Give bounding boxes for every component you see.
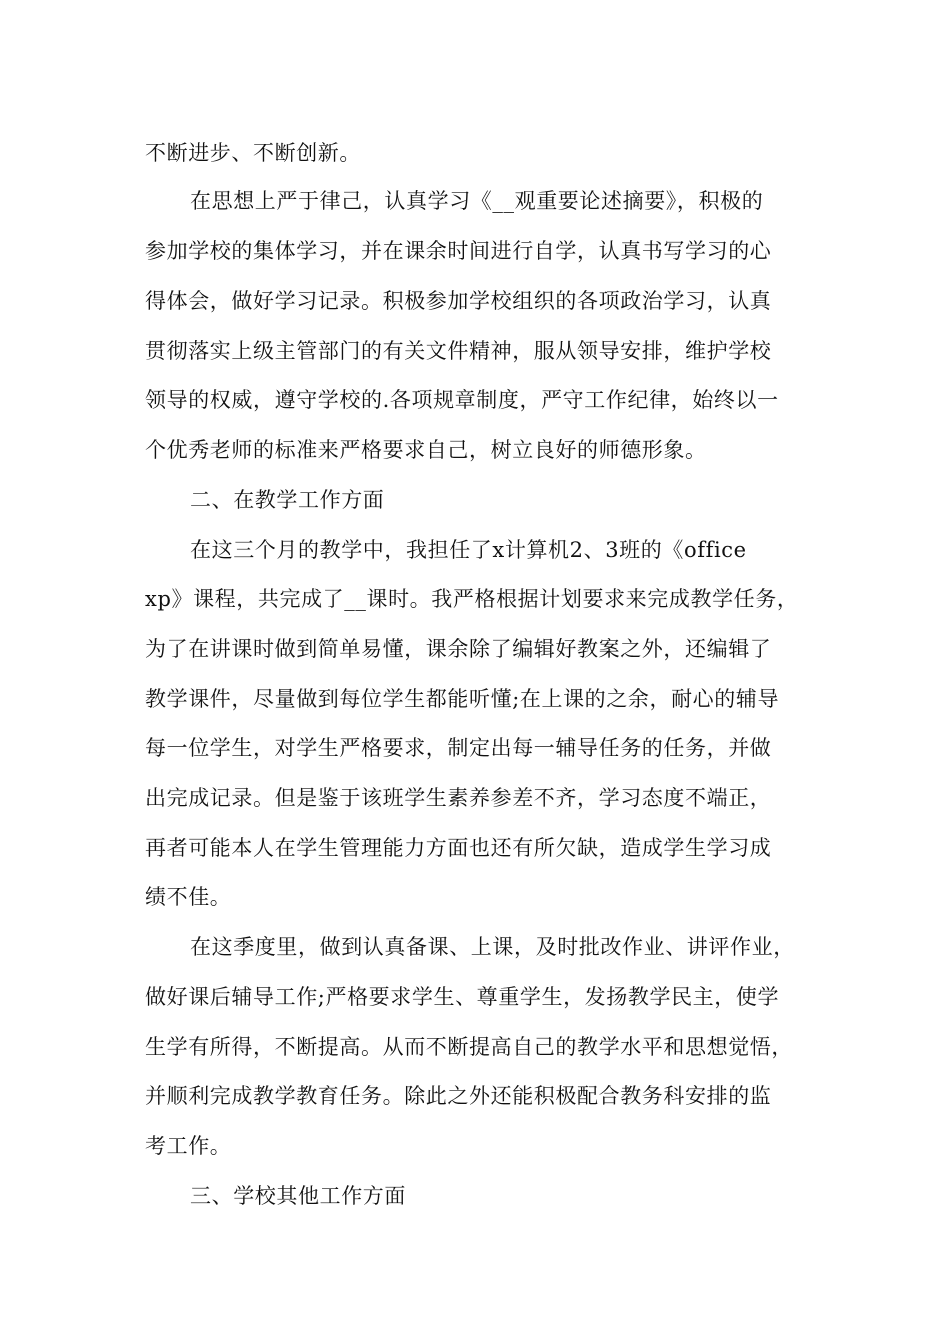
text-line: 生学有所得，不断提高。从而不断提高自己的教学水平和思想觉悟，: [145, 1035, 793, 1059]
text-line: 领导的权威，遵守学校的.各项规章制度，严守工作纪律，始终以一: [145, 388, 779, 412]
paragraph-start-line: 在思想上严于律己，认真学习《__观重要论述摘要》，积极的: [190, 189, 764, 213]
section-heading: 三、学校其他工作方面: [190, 1184, 406, 1208]
text-line: 为了在讲课时做到简单易懂，课余除了编辑好教案之外，还编辑了: [145, 637, 772, 661]
text-line: 考工作。: [145, 1134, 232, 1158]
section-heading: 二、在教学工作方面: [190, 488, 385, 512]
text-line: 参加学校的集体学习，并在课余时间进行自学，认真书写学习的心: [145, 239, 772, 263]
text-line: 做好课后辅导工作;严格要求学生、尊重学生，发扬教学民主，使学: [145, 985, 780, 1009]
text-line: 不断进步、不断创新。: [145, 141, 361, 165]
paragraph-start-line: 在这季度里，做到认真备课、上课，及时批改作业、讲评作业，: [190, 935, 795, 959]
text-line: 绩不佳。: [145, 885, 232, 909]
paragraph-start-line: 在这三个月的教学中，我担任了x计算机2、3班的《office: [190, 538, 747, 562]
text-line: 并顺利完成教学教育任务。除此之外还能积极配合教务科安排的监: [145, 1084, 772, 1108]
text-line: 每一位学生，对学生严格要求，制定出每一辅导任务的任务，并做: [145, 736, 772, 760]
text-line: 教学课件，尽量做到每位学生都能听懂;在上课的之余，耐心的辅导: [145, 687, 780, 711]
text-line: xp》课程，共完成了__课时。我严格根据计划要求来完成教学任务，: [145, 587, 799, 611]
text-line: 出完成记录。但是鉴于该班学生素养参差不齐，学习态度不端正，: [145, 786, 772, 810]
text-line: 个优秀老师的标准来严格要求自己，树立良好的师德形象。: [145, 438, 707, 462]
text-line: 再者可能本人在学生管理能力方面也还有所欠缺，造成学生学习成: [145, 836, 772, 860]
text-line: 贯彻落实上级主管部门的有关文件精神，服从领导安排，维护学校: [145, 339, 772, 363]
text-line: 得体会，做好学习记录。积极参加学校组织的各项政治学习，认真: [145, 289, 772, 313]
